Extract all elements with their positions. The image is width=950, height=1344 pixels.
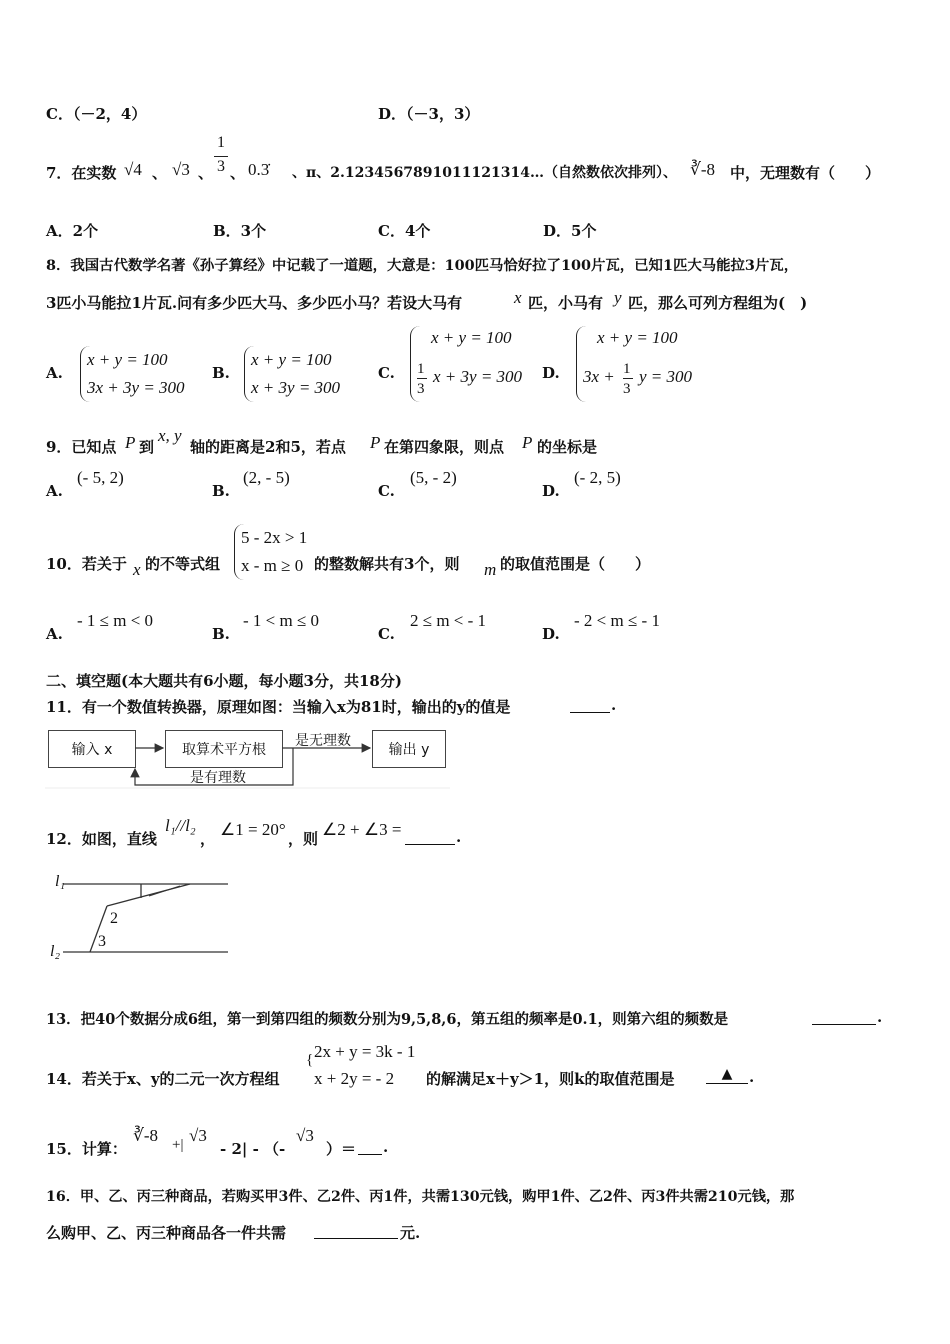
q8-mid: 匹，小马有 — [528, 294, 604, 312]
q8-d-frac-num: 1 — [623, 361, 631, 377]
q8-d-frac-den: 3 — [623, 381, 631, 397]
section-2-heading: 二、填空题(本大题共有6小题，每小题3分，共18分) — [46, 672, 402, 690]
q9-text-d: 在第四象限，则点 — [384, 438, 505, 456]
q7-option-d: D．5个 — [543, 222, 597, 240]
q10-ineq1: 5 - 2x > 1 — [241, 528, 308, 547]
q8-label-d: D. — [542, 364, 560, 382]
fig-angle2-label: 2 — [110, 910, 118, 927]
q10-text-b: 的不等式组 — [145, 555, 221, 573]
q8-system-c — [410, 326, 535, 402]
q12-text-b: ，则 — [288, 830, 319, 848]
q16-line1: 16．甲、乙、丙三种商品，若购买甲3件、乙2件、丙1件，共需130元钱，购甲1件、乙2件、丙3件共需210元钱，那 — [46, 1189, 795, 1205]
q13-text: 13．把40个数据分成6组，第一到第四组的频数分别为9,5,8,6，第五组的频率是0.1，则第六组的频数是 — [46, 1011, 729, 1028]
q8-d-eq1: x + y = 100 — [597, 328, 678, 347]
q9-label-d: D. — [542, 482, 560, 500]
q8-var-x: x — [514, 288, 522, 307]
q10-text-a: 10．若关于 — [46, 555, 127, 573]
q12-angle1: ∠1 = 20° — [220, 820, 286, 839]
fig-angle3-label: 3 — [98, 933, 106, 950]
q7-frac-bar — [214, 156, 228, 157]
q8-b-eq1: x + y = 100 — [251, 350, 332, 369]
q7-frac-den: 3 — [217, 158, 225, 175]
q7-text-b: 、π、2.1234567891011121314…（自然数依次排列）、 — [292, 165, 677, 181]
q14-text-b: 的解满足x＋y＞1，则k的取值范围是 — [426, 1070, 675, 1088]
q9-text-c: 轴的距离是2和5，若点 — [190, 438, 346, 456]
q9-p2: P — [370, 433, 381, 452]
q6-option-c: C．（－2，4） — [46, 105, 147, 123]
q7-sqrt3: √3 — [172, 160, 190, 179]
q9-option-b: (2, - 5) — [243, 468, 290, 487]
q10-label-a: A. — [46, 625, 63, 643]
q9-label-c: C. — [378, 482, 395, 500]
q10-option-b: - 1 < m ≤ 0 — [243, 611, 320, 630]
q7-option-a: A．2个 — [46, 222, 99, 240]
q7-text-c: 中，无理数有（ ） — [730, 164, 881, 182]
q9-text-e: 的坐标是 — [537, 438, 598, 456]
q10-option-a: - 1 ≤ m < 0 — [77, 611, 154, 630]
q11-text: 11．有一个数值转换器，原理如图：当输入x为81时，输出的y的值是 — [46, 698, 511, 716]
q8-d-eq2b: y = 300 — [639, 367, 693, 386]
q9-label-a: A. — [46, 482, 63, 500]
flow-input-box: 输入 x — [48, 730, 136, 768]
q14-eq1: 2x + y = 3k - 1 — [314, 1042, 416, 1061]
q16-blank — [314, 1222, 398, 1239]
q8-c-eq2: x + 3y = 300 — [433, 367, 523, 386]
q15-cbrt: ∛-8 — [133, 1126, 158, 1145]
q10-ineq2: x - m ≥ 0 — [241, 556, 304, 575]
q14-text-a: 14．若关于x、y的二元一次方程组 — [46, 1070, 280, 1088]
q9-option-d: (- 2, 5) — [574, 468, 621, 487]
q10-label-d: D. — [542, 625, 560, 643]
q8-b-eq2: x + 3y = 300 — [251, 378, 341, 397]
q6-option-d: D．（－3，3） — [378, 105, 480, 123]
q10-label-b: B. — [212, 625, 230, 643]
q8-line2b: 匹，那么可列方程组为( ) — [628, 294, 808, 312]
flow-process-box: 取算术平方根 — [165, 730, 283, 768]
q8-label-b: B. — [212, 364, 230, 382]
q7-option-b: B．3个 — [213, 222, 267, 240]
q8-a-eq1: x + y = 100 — [87, 350, 168, 369]
q8-label-a: A. — [46, 364, 63, 382]
q14-eq2: x + 2y = - 2 — [314, 1069, 395, 1088]
q15-text-a: 15．计算： — [46, 1140, 127, 1158]
q8-system-d — [576, 326, 693, 402]
flow-output-box: 输出 y — [372, 730, 446, 768]
q15-sqrt3b: √3 — [296, 1126, 314, 1145]
q10-m: m — [484, 560, 497, 579]
q9-p1: P — [125, 433, 136, 452]
fig-l2-label: l₂ — [50, 943, 61, 960]
q13-blank — [812, 1008, 876, 1025]
q7-sqrt4: √4 — [124, 160, 142, 179]
q12-lines: l₁//l₂ — [165, 816, 196, 835]
q9-label-b: B. — [212, 482, 230, 500]
q14-answer-mark: ▲ — [706, 1066, 748, 1084]
q10-label-c: C. — [378, 625, 395, 643]
q12-figure-lines — [45, 868, 245, 968]
fig-l1-label: l₁ — [55, 873, 66, 890]
q7-option-c: C．4个 — [378, 222, 431, 240]
q15-blank — [358, 1138, 382, 1155]
q9-xy: x, y — [158, 426, 182, 445]
q7-repeating-decimal: 0.3̇ — [248, 160, 270, 179]
q8-system-b — [244, 346, 340, 402]
q8-c-frac-den: 3 — [417, 381, 425, 397]
q9-option-a: (- 5, 2) — [77, 468, 124, 487]
q16-line2: 么购甲、乙、丙三种商品各一件共需 — [46, 1224, 287, 1242]
q12-blank — [405, 828, 455, 845]
q8-c-frac-num: 1 — [417, 361, 425, 377]
q11-blank — [570, 696, 610, 713]
q7-frac-num: 1 — [217, 134, 225, 151]
q10-option-c: 2 ≤ m < - 1 — [410, 611, 487, 630]
q10-x: x — [133, 560, 141, 579]
q8-c-eq1: x + y = 100 — [431, 328, 512, 347]
q10-text-d: 的取值范围是（ ） — [500, 555, 651, 573]
q14-system — [306, 1038, 415, 1092]
q8-line2a: 3匹小马能拉1片瓦.问有多少匹大马、多少匹小马？若设大马有 — [46, 294, 463, 312]
q8-label-c: C. — [378, 364, 395, 382]
q9-option-c: (5, - 2) — [410, 468, 457, 487]
q12-expr: ∠2 + ∠3 = — [322, 820, 402, 839]
q8-system-a — [80, 346, 185, 402]
q9-p3: P — [522, 433, 533, 452]
q8-d-eq2a: 3x + — [583, 367, 615, 386]
q15-sqrt3: √3 — [189, 1126, 207, 1145]
q12-text-a: 12．如图，直线 — [46, 830, 157, 848]
q9-text-a: 9．已知点 — [46, 438, 117, 456]
q7-text-a: 7．在实数 — [46, 164, 117, 182]
q8-var-y: y — [614, 288, 622, 307]
q10-option-d: - 2 < m ≤ - 1 — [574, 611, 660, 630]
q15-mid: - 2| - （- — [220, 1140, 286, 1158]
q8-line1: 8．我国古代数学名著《孙子算经》中记载了一道题，大意是：100匹马恰好拉了100片瓦，已知1匹大马能拉3片瓦， — [46, 257, 799, 274]
q9-text-b: 到 — [139, 438, 155, 456]
flow-rational-label: 是有理数 — [190, 770, 246, 786]
q7-cbrt: ∛-8 — [690, 160, 715, 179]
flow-irrational-label: 是无理数 — [295, 733, 351, 749]
q10-text-c: 的整数解共有3个，则 — [314, 555, 460, 573]
q8-a-eq2: 3x + 3y = 300 — [87, 378, 185, 397]
flow-arrows — [40, 720, 460, 795]
q10-system — [234, 524, 307, 580]
